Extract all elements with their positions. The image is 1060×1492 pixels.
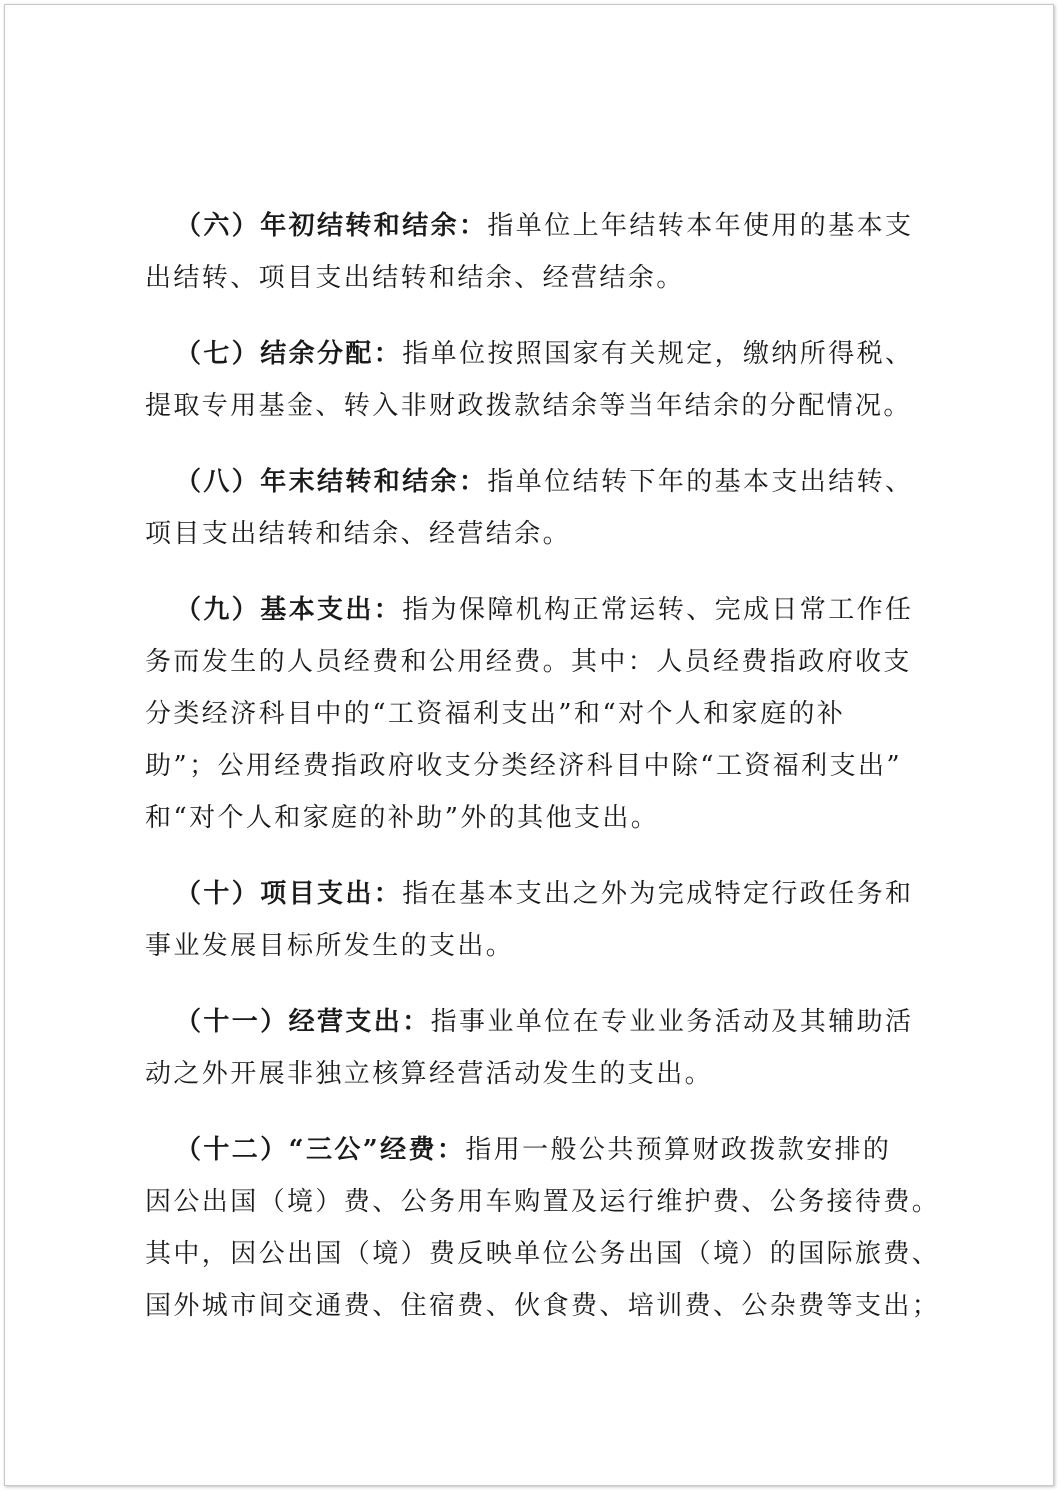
paragraph-term: （十二）“三公”经费： [175, 1135, 466, 1165]
paragraph-line: 动之外开展非独立核算经营活动发生的支出。 [145, 1059, 714, 1089]
paragraph-12 [145, 1124, 955, 1332]
paragraph-text: 指为保障机构正常运转、完成日常工作任 [402, 595, 914, 625]
paragraph-line: 其中，因公出国（境）费反映单位公务出国（境）的国际旅费、 [145, 1239, 941, 1269]
document-page [4, 4, 1054, 1486]
paragraph-line [145, 1124, 955, 1176]
paragraph-line: 提取专用基金、转入非财政拨款结余等当年结余的分配情况。 [145, 391, 912, 421]
paragraph-line [145, 996, 955, 1048]
paragraph-line [145, 328, 955, 380]
paragraph-term: （九）基本支出： [175, 595, 403, 625]
paragraph-8 [145, 456, 955, 560]
paragraph-line [145, 584, 955, 636]
paragraph-text: 指事业单位在专业业务活动及其辅助活 [430, 1007, 914, 1037]
paragraph-line: 助”；公用经费指政府收支分类经济科目中除“工资福利支出” [145, 751, 903, 781]
paragraph-text: 指单位结转下年的基本支出结转、 [487, 467, 914, 497]
paragraph-line [145, 868, 955, 920]
paragraph-line [145, 200, 955, 252]
paragraph-6 [145, 200, 955, 304]
paragraph-7 [145, 328, 955, 432]
paragraph-line: 项目支出结转和结余、经营结余。 [145, 519, 572, 549]
paragraph-term: （七）结余分配： [175, 339, 403, 369]
paragraph-text: 指用一般公共预算财政拨款安排的 [465, 1135, 892, 1165]
paragraph-10 [145, 868, 955, 972]
paragraph-11 [145, 996, 955, 1100]
paragraph-line: 事业发展目标所发生的支出。 [145, 931, 515, 961]
paragraph-term: （八）年末结转和结余： [175, 467, 488, 497]
paragraph-line: 因公出国（境）费、公务用车购置及运行维护费、公务接待费。 [145, 1187, 941, 1217]
paragraph-line: 和“对个人和家庭的补助”外的其他支出。 [145, 803, 660, 833]
paragraph-text: 指单位按照国家有关规定，缴纳所得税、 [402, 339, 914, 369]
paragraph-text: 指在基本支出之外为完成特定行政任务和 [402, 879, 914, 909]
paragraph-term: （十一）经营支出： [175, 1007, 431, 1037]
paragraph-line: 国外城市间交通费、住宿费、伙食费、培训费、公杂费等支出； [145, 1291, 941, 1321]
paragraph-text: 指单位上年结转本年使用的基本支 [487, 211, 914, 241]
document-body [145, 200, 955, 1356]
paragraph-line: 出结转、项目支出结转和结余、经营结余。 [145, 263, 685, 293]
paragraph-line [145, 456, 955, 508]
paragraph-line: 务而发生的人员经费和公用经费。其中：人员经费指政府收支 [145, 647, 912, 677]
paragraph-line: 分类经济科目中的“工资福利支出”和“对个人和家庭的补 [145, 699, 846, 729]
paragraph-term: （六）年初结转和结余： [175, 211, 488, 241]
paragraph-term: （十）项目支出： [175, 879, 403, 909]
paragraph-9 [145, 584, 955, 844]
